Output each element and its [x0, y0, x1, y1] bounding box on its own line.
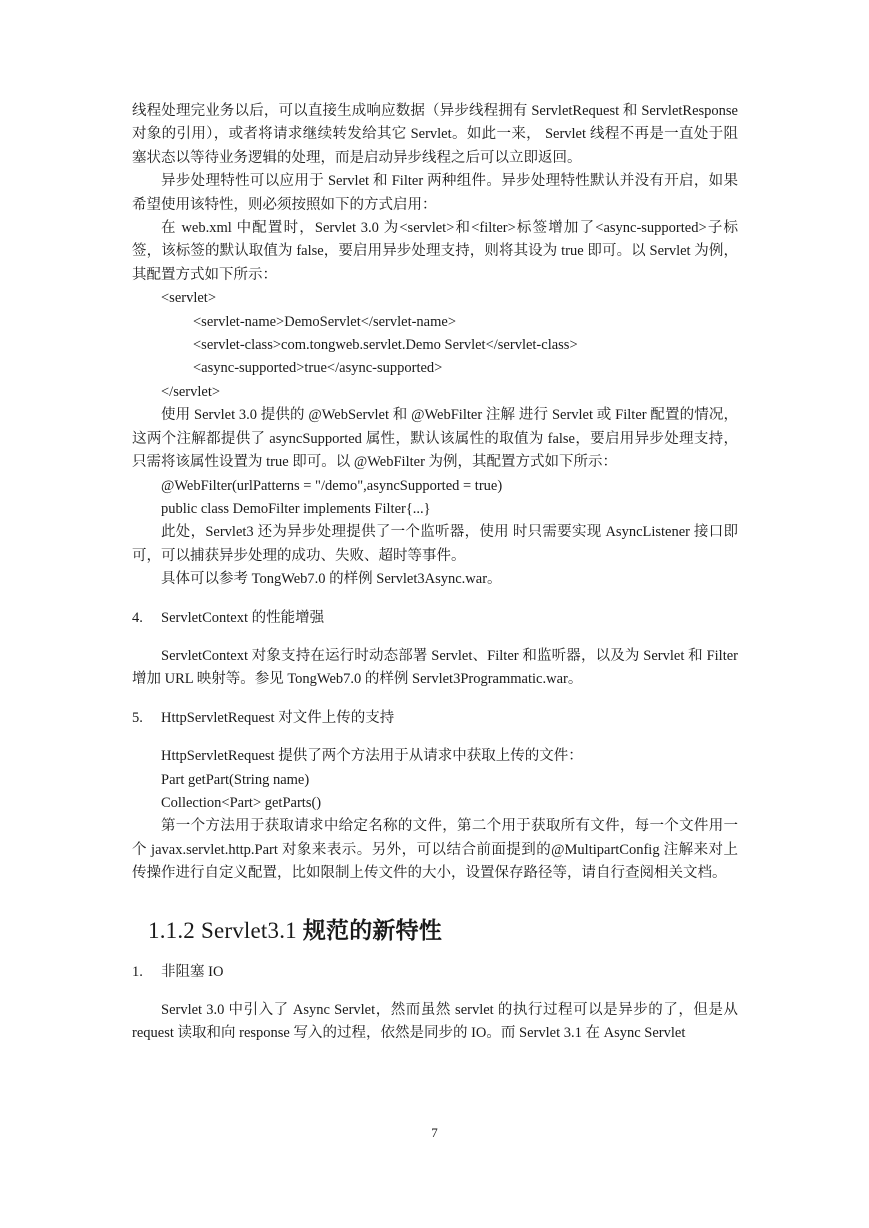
list-number: 4. — [132, 609, 143, 626]
code-line: <servlet-name>DemoServlet</servlet-name> — [193, 313, 457, 330]
code-line: public class DemoFilter implements Filter{...} — [161, 500, 431, 517]
spacer — [132, 730, 738, 745]
section-title: 规范的新特性 — [302, 917, 443, 943]
list-title: ServletContext 的性能增强 — [161, 609, 325, 626]
spacer — [132, 886, 738, 916]
code-line: <async-supported>true</async-supported> — [193, 360, 443, 377]
section-number: 1.1.2 Servlet3.1 — [148, 917, 297, 943]
page-body — [132, 100, 738, 1046]
spacer — [132, 592, 738, 607]
list-number: 1. — [132, 963, 143, 980]
paragraph: HttpServletRequest 提供了两个方法用于从请求中获取上传的文件： — [161, 748, 583, 765]
paragraph: ServletContext 对象支持在运行时动态部署 Servlet、Filter 和监听器，以及为 Servlet 和 Filter 增加 URL 映射等。参见 TongWeb7.0 的样例 Servlet3Programmatic.war。 — [132, 647, 738, 688]
spacer — [132, 946, 738, 961]
code-line: Part getPart(String name) — [161, 771, 310, 788]
code-line: @WebFilter(urlPatterns = "/demo",asyncSupported = true) — [161, 477, 503, 494]
spacer — [132, 984, 738, 999]
list-title: 非阻塞 IO — [161, 963, 224, 980]
spacer — [132, 630, 738, 645]
paragraph: 异步处理特性可以应用于 Servlet 和 Filter 两种组件。异步处理特性默认并没有开启，如果希望使用该特性，则必须按照如下的方式启用： — [132, 173, 738, 213]
paragraph: Servlet 3.0 中引入了 Async Servlet，然而虽然 servlet 的执行过程可以是异步的了，但是从 request 读取和向 response 写入的过程，依然是同步的 IO。而 Servlet 3.1 在 Async Servlet — [132, 1002, 738, 1042]
code-line: <servlet> — [161, 290, 217, 307]
paragraph: 此处，Servlet3 还为异步处理提供了一个监听器，使用 时只需要实现 AsyncListener 接口即可，可以捕获异步处理的成功、失败、超时等事件。 — [132, 524, 738, 564]
code-line: </servlet> — [161, 383, 221, 400]
code-line: Collection<Part> getParts() — [161, 794, 322, 811]
list-item-heading — [132, 607, 738, 630]
list-number: 5. — [132, 709, 143, 726]
list-item-heading — [132, 707, 738, 730]
section-heading — [132, 916, 738, 946]
paragraph: 在 web.xml 中配置时，Servlet 3.0 为<servlet>和<filter>标签增加了<async-supported>子标签，该标签的默认取值为 false，要启用异步处理支持，则将其设为 true 即可。以 Servlet 为例，其配置方式如下所示： — [132, 220, 738, 283]
paragraph: 具体可以参考 TongWeb7.0 的样例 Servlet3Async.war。 — [161, 571, 502, 588]
paragraph: 使用 Servlet 3.0 提供的 @WebServlet 和 @WebFilter 注解 进行 Servlet 或 Filter 配置的情况，这两个注解都提供了 asyncSupported 属性，默认该属性的取值为 false，要启用异步处理支持，只需将该属性设置为 true 即可。以 @WebFilter 为例，其配置方式如下所示： — [132, 407, 738, 471]
paragraph: 第一个方法用于获取请求中给定名称的文件，第二个用于获取所有文件，每一个文件用一个 javax.servlet.http.Part 对象来表示。另外，可以结合前面提到的@MultipartConfig 注解来对上传操作进行自定义配置，比如限制上传文件的大小，设置保存路径等，请自行查阅相关文档。 — [132, 818, 738, 882]
page-number: 7 — [431, 1125, 438, 1140]
code-line: <servlet-class>com.tongweb.servlet.Demo Servlet</servlet-class> — [193, 337, 578, 354]
spacer — [132, 692, 738, 707]
paragraph: 线程处理完业务以后，可以直接生成响应数据（异步线程拥有 ServletRequest 和 ServletResponse 对象的引用），或者将请求继续转发给其它 Servlet。如此一来， Servlet 线程不再是一直处于阻塞状态以等待业务逻辑的处理，而是启动异步线程之后可以立即返回。 — [132, 103, 738, 166]
list-title: HttpServletRequest 对文件上传的支持 — [161, 709, 395, 726]
list-item-heading — [132, 961, 738, 984]
